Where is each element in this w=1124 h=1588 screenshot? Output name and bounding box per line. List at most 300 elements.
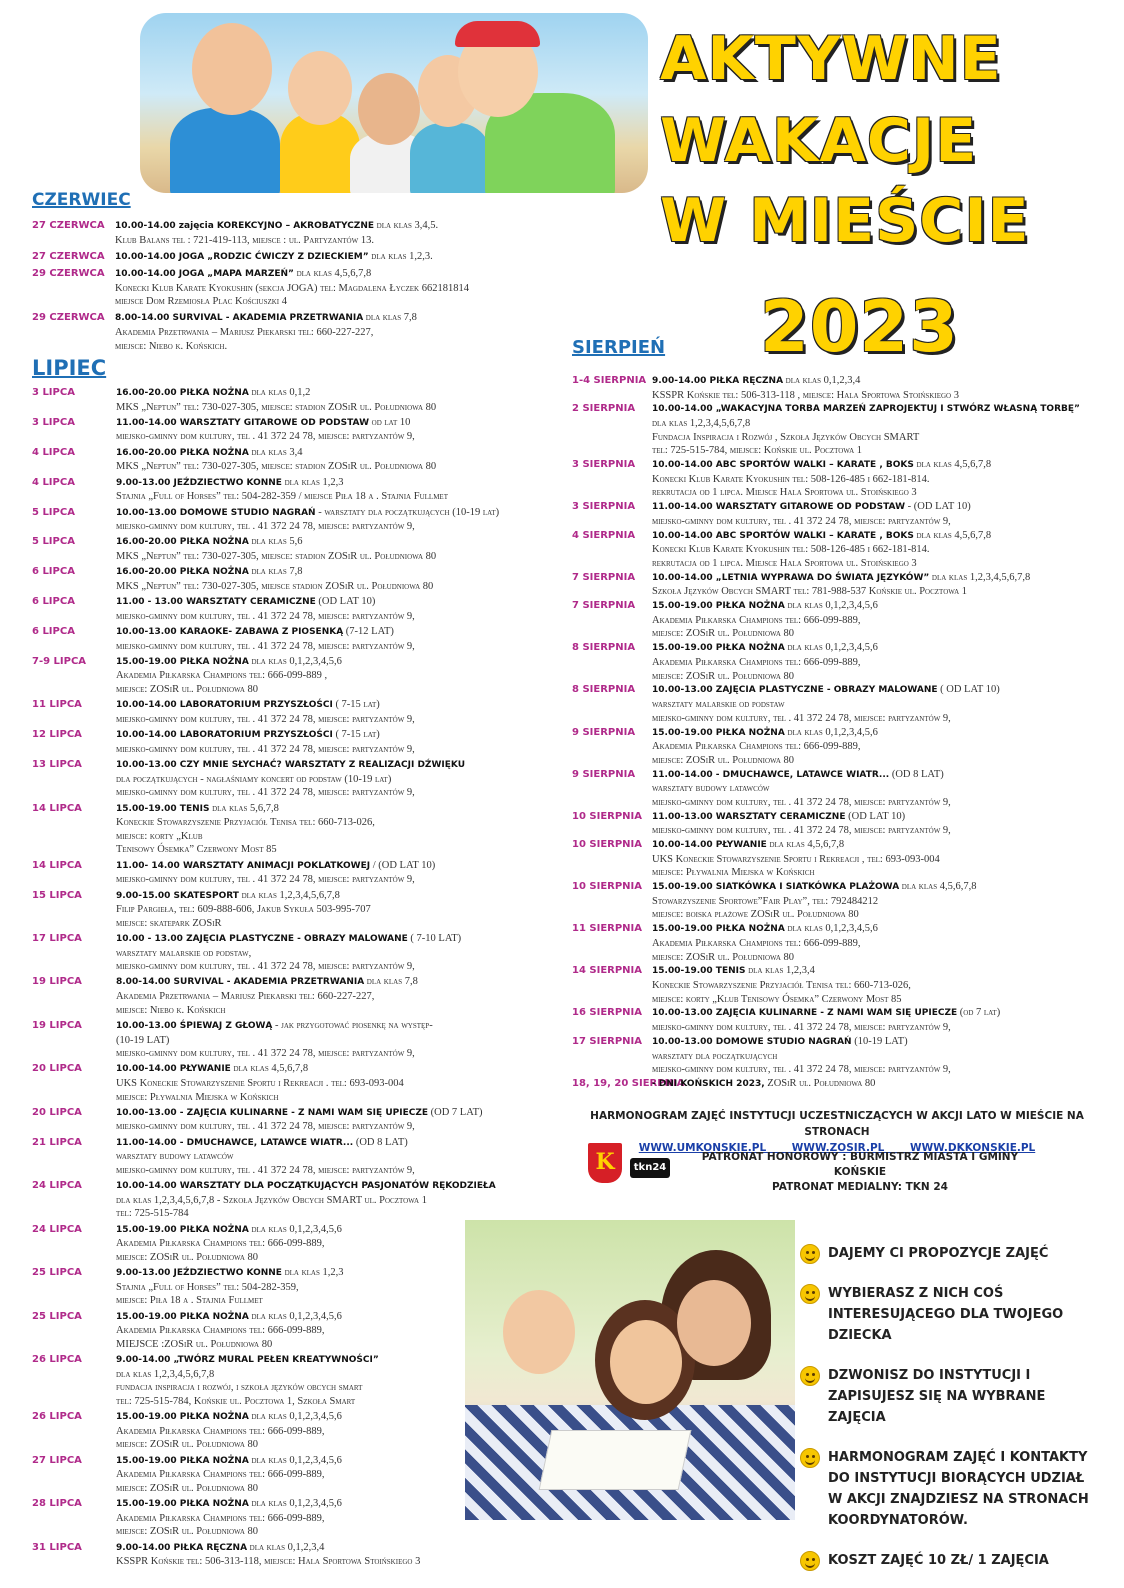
event-info: miejsce: Pływalnia Miejska w Końskich — [652, 867, 815, 879]
event-line — [116, 1179, 567, 1194]
event-date: 31 LIPCA — [32, 1541, 82, 1553]
event-details — [115, 267, 632, 309]
month-july-heading: LIPIEC — [32, 356, 107, 380]
event-info: (OD LAT 10) — [845, 810, 906, 822]
event-info: (10-19 LAT) — [851, 1035, 908, 1047]
event-date: 21 LIPCA — [32, 1136, 82, 1148]
event-date: 7 SIERPNIA — [572, 600, 636, 612]
event-title: 10.00-14.00 LABORATORIUM PRZYSZŁOŚCI — [116, 730, 333, 741]
event-line — [116, 625, 567, 640]
event-info: (OD 7 LAT) — [428, 1106, 483, 1118]
event-row — [32, 1106, 567, 1134]
event-line — [652, 683, 1092, 698]
event-details — [116, 535, 567, 563]
event-details — [116, 1106, 567, 1134]
event-date: 16 SIERPNIA — [572, 1007, 643, 1019]
event-line — [116, 476, 567, 491]
event-info: Akademia Przetrwania – Mariusz Piekarski tel: 660-227-227, — [116, 991, 375, 1003]
title-line-2: WAKACJE — [660, 106, 978, 176]
event-title: 10.00-14.00 PŁYWANIE — [116, 1064, 231, 1075]
event-row — [32, 416, 567, 444]
event-line — [116, 460, 567, 474]
event-row — [572, 838, 1092, 880]
open-book — [539, 1430, 692, 1490]
event-title: 9.00-15.00 SKATESPORT — [116, 890, 239, 901]
event-line — [652, 740, 1092, 754]
event-details — [116, 859, 567, 887]
event-line — [116, 1004, 567, 1018]
event-line — [116, 947, 567, 961]
event-line — [652, 782, 1092, 796]
girls-photo — [465, 1220, 795, 1520]
event-line — [116, 903, 567, 917]
event-info: dla klas 0,1,2,3,4,5,6 — [784, 600, 878, 612]
event-date: 27 CZERWCA — [32, 220, 105, 231]
event-date: 3 LIPCA — [32, 387, 75, 398]
event-info: dla klas 0,1,2,3,4 — [247, 1541, 325, 1553]
event-title: 11.00-14.00 WARSZTATY GITAROWE OD PODSTAW — [116, 417, 370, 428]
event-details — [652, 838, 1092, 880]
girl-face — [503, 1290, 575, 1374]
event-line — [116, 889, 567, 904]
event-row — [572, 374, 1092, 402]
event-info: miejsce: Niebo k. Końskich. — [115, 340, 228, 352]
event-details — [115, 250, 632, 265]
event-date: 15 LIPCA — [32, 889, 82, 901]
event-title: 9.00-13.00 JEŹDZIECTWO KONNE — [116, 477, 282, 488]
event-row — [32, 311, 632, 353]
event-row — [32, 1062, 567, 1104]
event-line — [116, 595, 567, 610]
event-info: miejsko-gminny dom kultury, tel . 41 372 24 78, miejsce: partyzantów 9, — [116, 1048, 415, 1060]
event-info: miejsce: ZOSiR ul. Południowa 80 — [116, 1526, 259, 1538]
event-title: 16.00-20.00 PIŁKA NOŻNA — [116, 388, 249, 398]
event-info: ( OD LAT 10) — [937, 684, 1000, 696]
event-details — [652, 599, 1092, 641]
event-line — [652, 656, 1092, 670]
event-line — [116, 520, 567, 534]
event-info: tel: 725-515-784, Końskie ul. Pocztowa 1, Szkoła Smart — [116, 1395, 356, 1407]
event-line — [115, 267, 632, 282]
event-info: - jak przygotować piosenkę na występ- — [272, 1019, 433, 1031]
event-info: miejsko-gminny dom kultury, tel . 41 372 24 78, miejsce: partyzantów 9, — [652, 825, 951, 837]
event-title: 9.00-14.00 PIŁKA RĘCZNA — [116, 1542, 248, 1553]
event-line — [652, 754, 1092, 768]
event-line — [115, 311, 632, 326]
event-row — [32, 889, 567, 931]
event-line — [652, 571, 1092, 586]
event-info: miejsko-gminny dom kultury, tel . 41 372 24 78, miejsce: partyzantów 9, — [652, 1064, 951, 1076]
event-info: miejsce Dom Rzemiosła Plac Kościuszki 4 — [115, 296, 288, 308]
event-details — [115, 311, 632, 353]
event-title: 10.00-13.00 ŚPIEWAJ Z GŁOWĄ — [116, 1020, 273, 1031]
june-event-list — [32, 219, 632, 356]
event-info: miejsce: ZOSiR ul. Południowa 80 — [116, 1482, 259, 1494]
event-info: MIEJSCE :ZOSiR ul. Południowa 80 — [116, 1338, 273, 1350]
event-row — [32, 1019, 567, 1061]
event-info: warsztaty dla początkujących — [652, 1050, 778, 1062]
event-line — [652, 473, 1092, 487]
event-title: 10.00 - 13.00 ZAJĘCIA PLASTYCZNE - OBRAZY MALOWANE — [116, 933, 408, 944]
event-info: Konecki Klub Karate Kyokushin (sekcja JOGA) tel: Magdalena Łyczek 662181814 — [115, 282, 469, 294]
event-date: 20 LIPCA — [32, 1063, 82, 1075]
event-line — [652, 1021, 1092, 1035]
event-date: 27 LIPCA — [32, 1454, 82, 1466]
event-title: 9.00-14.00 „TWÓRZ MURAL PEŁEN KREATYWNOŚCI” — [116, 1355, 379, 1366]
event-line — [652, 614, 1092, 628]
event-line — [116, 446, 567, 461]
event-line — [115, 340, 632, 354]
event-title: 15.00-19.00 PIŁKA NOŻNA — [652, 924, 785, 935]
event-title: 10.00-14.00 JOGA „RODZIC ĆWICZY Z DZIECKIEM” — [115, 251, 369, 262]
event-info: miejsko-gminny dom kultury, tel . 41 372 24 78, miejsce: partyzantów 9, — [652, 1022, 951, 1034]
event-line — [116, 773, 567, 787]
event-line — [115, 326, 632, 340]
event-info: miejsko-gminny dom kultury, tel . 41 372 24 78, miejsce: partyzantów 9, — [116, 521, 415, 533]
kid-shirt — [410, 123, 490, 193]
event-row — [32, 802, 567, 857]
event-line — [652, 838, 1092, 853]
event-info: dla klas 4,5,6,7,8 — [230, 1063, 309, 1075]
event-details — [652, 726, 1092, 768]
event-row — [572, 810, 1092, 838]
event-title: 10.00-14.00 WARSZTATY DLA POCZĄTKUJĄCYCH PASJONATÓW RĘKODZIEŁA — [116, 1181, 496, 1192]
event-line — [652, 557, 1092, 571]
event-details — [115, 219, 632, 247]
event-date: 3 SIERPNIA — [572, 459, 636, 471]
event-line — [652, 515, 1092, 529]
event-details — [116, 595, 567, 623]
event-line — [116, 401, 567, 415]
event-info: Stajnia „Full of Horses” tel: 504-282-359 / miejsce Piła 18 a . Stajnia Fullmet — [116, 491, 448, 503]
event-date: 3 SIERPNIA — [572, 501, 636, 513]
event-line — [116, 640, 567, 654]
event-details — [116, 1019, 567, 1061]
event-line — [116, 386, 567, 401]
event-row — [32, 1179, 567, 1221]
event-details — [652, 880, 1092, 922]
event-line — [116, 550, 567, 564]
event-date: 18, 19, 20 SIERPNIA — [572, 1078, 685, 1090]
event-title: 15.00-19.00 PIŁKA NOŻNA — [116, 1311, 249, 1322]
event-line — [116, 932, 567, 947]
event-info: dla klas 0,1,2,3,4,5,6 — [248, 1454, 342, 1466]
website-links[interactable]: WWW.UMKONSKIE.PL WWW.ZOSIR.PL WWW.DKKONSKIE.PL — [638, 1142, 1036, 1154]
event-info: - (OD LAT 10) — [905, 501, 971, 513]
event-info: Akademia Piłkarska Champions tel: 666-099-889, — [116, 1425, 325, 1437]
event-line — [116, 816, 567, 830]
event-title: - DNI KOŃSKICH 2023, — [652, 1079, 765, 1090]
event-date: 20 LIPCA — [32, 1106, 82, 1118]
event-line — [116, 1207, 567, 1221]
event-row — [32, 386, 567, 414]
event-info: dla klas 1,2,3,4,5,6,7,8 — [652, 418, 751, 430]
event-date: 9 SIERPNIA — [572, 768, 636, 780]
event-line — [652, 486, 1092, 500]
event-row — [32, 728, 567, 756]
event-row — [572, 599, 1092, 641]
event-line — [652, 726, 1092, 741]
event-line — [116, 698, 567, 713]
event-date: 10 SIERPNIA — [572, 881, 643, 893]
event-info: miejsko-gminny dom kultury, tel . 41 372 24 78, miejsce: partyzantów 9, — [652, 515, 951, 527]
event-info: (OD 8 LAT) — [889, 768, 944, 780]
event-date: 29 CZERWCA — [32, 312, 105, 324]
event-title: 10.00-14.00 PŁYWANIE — [652, 840, 767, 851]
event-line — [116, 728, 567, 743]
event-details — [116, 889, 567, 931]
event-date: 4 LIPCA — [32, 446, 75, 458]
event-info: miejsce: ZOSiR ul. Południowa 80 — [116, 684, 259, 696]
event-info: - warsztaty dla początkujących (10-19 lat) — [315, 506, 500, 518]
event-details — [652, 402, 1092, 457]
event-line — [115, 234, 632, 248]
event-date: 13 LIPCA — [32, 759, 82, 771]
info-bullet-text: DAJEMY CI PROPOZYCJE ZAJĘĆ — [828, 1246, 1049, 1261]
event-info: Klub Balans tel : 721-419-113, miejsce : ul. Partyzantów 13. — [115, 234, 374, 246]
event-info: dla klas 0,1,2,3,4,5,6 — [784, 642, 878, 654]
event-title: 11.00-14.00 - DMUCHAWCE, LATAWCE WIATR... — [116, 1137, 354, 1148]
patronage — [690, 1150, 1030, 1195]
info-bullet-list — [800, 1243, 1100, 1588]
event-date: 3 LIPCA — [32, 416, 75, 428]
event-details — [652, 810, 1092, 838]
kid-face — [192, 23, 272, 115]
event-info: dla klas 1,2,3 — [281, 1267, 344, 1279]
event-line — [116, 873, 567, 887]
event-line — [652, 389, 1092, 403]
event-info: dla klas 1,2,3,4,5,6,7,8 — [116, 1368, 215, 1380]
info-bullet — [800, 1243, 1100, 1264]
event-line — [652, 500, 1092, 515]
event-title: 11.00-13.00 WARSZTATY CERAMICZNE — [652, 811, 846, 822]
event-info: dla klas 1,2,3. — [368, 250, 433, 262]
event-info: miejsce: ZOSiR ul. Południowa 80 — [652, 670, 795, 682]
info-bullet-text: KOSZT ZAJĘĆ 10 ZŁ/ 1 ZAJĘCIA — [828, 1553, 1049, 1568]
event-line — [116, 917, 567, 931]
event-line — [652, 964, 1092, 979]
event-line — [652, 880, 1092, 895]
event-info: miejsko-gminny dom kultury, tel . 41 372 24 78, miejsce: partyzantów 9, — [116, 1121, 415, 1133]
event-line — [652, 529, 1092, 544]
event-info: warsztaty budowy latawców — [652, 783, 770, 795]
event-row — [32, 932, 567, 974]
event-info: dla klas 0,1,2,3,4 — [783, 375, 861, 386]
event-line — [652, 599, 1092, 614]
event-info: (10-19 LAT) — [116, 1034, 170, 1046]
event-date: 11 SIERPNIA — [572, 923, 643, 935]
august-event-list — [572, 374, 1092, 1092]
event-line — [652, 458, 1092, 473]
event-line — [116, 1194, 567, 1208]
smiley-icon — [800, 1284, 820, 1304]
month-august-heading: SIERPIEŃ — [572, 337, 666, 358]
event-title: 15.00-19.00 PIŁKA NOŻNA — [116, 1499, 249, 1510]
event-title: 11.00-14.00 WARSZTATY GITAROWE OD PODSTAW — [652, 502, 906, 513]
event-info: Koneckie Stowarzyszenie Przyjaciół Tenisa tel: 660-713-026, — [652, 979, 911, 991]
event-info: (7-12 LAT) — [343, 626, 394, 637]
event-line — [116, 1164, 567, 1178]
event-row — [32, 698, 567, 726]
event-info: dla klas 7,8 — [364, 976, 418, 988]
event-title: 10.00-14.00 JOGA „MAPA MARZEŃ” — [115, 268, 294, 279]
event-info: dla klas 1,2,3,4 — [745, 965, 815, 977]
event-line — [652, 402, 1092, 417]
event-line — [116, 565, 567, 580]
event-date: 25 LIPCA — [32, 1267, 82, 1279]
event-info: dla klas 0,1,2 — [248, 387, 311, 398]
event-row — [572, 683, 1092, 725]
event-date: 8 SIERPNIA — [572, 642, 636, 654]
event-info: miejsko-gminny dom kultury, tel . 41 372 24 78, miejsce: partyzantów 9, — [116, 961, 415, 973]
event-details — [652, 1077, 1092, 1092]
event-row — [572, 529, 1092, 571]
event-date: 26 LIPCA — [32, 1354, 82, 1366]
event-info: dla początkujących - nagłaśniamy koncert od podstaw (10-19 lat) — [116, 773, 392, 785]
event-info: dla klas 4,5,6,7,8 — [913, 529, 992, 541]
event-row — [32, 250, 632, 265]
event-details — [116, 975, 567, 1017]
event-info: miejsce: korty „Klub Tenisowy Ósemka” Czerwony Most 85 — [652, 993, 902, 1005]
event-line — [652, 853, 1092, 867]
event-line — [116, 506, 567, 521]
event-title: 8.00-14.00 SURVIVAL - AKADEMIA PRZETRWANIA — [116, 977, 365, 988]
info-bullet — [800, 1365, 1100, 1428]
event-info: dla klas 3,4,5. — [374, 220, 439, 231]
event-title: 10.00-13.00 DOMOWE STUDIO NAGRAŃ — [652, 1036, 852, 1047]
event-row — [572, 1035, 1092, 1077]
title-line-1: AKTYWNE — [660, 24, 1002, 94]
event-info: Akademia Piłkarska Champions tel: 666-099-889 , — [116, 670, 328, 682]
kids-photo — [140, 13, 648, 193]
event-info: dla klas 0,1,2,3,4,5,6 — [248, 1411, 342, 1423]
event-date: 4 LIPCA — [32, 476, 75, 488]
event-details — [116, 932, 567, 974]
event-row — [572, 402, 1092, 457]
event-info: od lat 10 — [369, 416, 411, 428]
event-info: dla klas 0,1,2,3,4,5,6 — [784, 923, 878, 935]
event-title: 11.00- 14.00 WARSZTATY ANIMACJI POKLATKOWEJ — [116, 860, 371, 871]
event-info: MKS „Neptun” tel: 730-027-305, miejsce: stadion ZOSiR ul. Południowa 80 — [116, 461, 437, 473]
event-line — [116, 1091, 567, 1105]
event-details — [652, 500, 1092, 528]
info-bullet — [800, 1447, 1100, 1531]
event-line — [652, 922, 1092, 937]
event-info: dla klas 0,1,2,3,4,5,6 — [248, 1498, 342, 1510]
event-info: Akademia Piłkarska Champions tel: 666-099-889, — [116, 1469, 325, 1481]
event-info: ZOSiR ul. Południowa 80 — [764, 1078, 876, 1090]
event-details — [652, 768, 1092, 810]
event-date: 1-4 SIERPNIA — [572, 375, 647, 386]
event-date: 6 LIPCA — [32, 566, 75, 578]
smiley-icon — [800, 1551, 820, 1571]
event-row — [32, 565, 567, 593]
event-details — [116, 565, 567, 593]
event-info: dla klas 0,1,2,3,4,5,6 — [248, 655, 342, 667]
event-info: Akademia Przetrwania – Mariusz Piekarski tel: 660-227-227, — [115, 326, 374, 338]
city-crest-icon: K — [588, 1143, 622, 1183]
event-info: Tenisowy Ósemka” Czerwony Most 85 — [116, 844, 277, 856]
event-details — [652, 922, 1092, 964]
event-info: Akademia Piłkarska Champions tel: 666-099-889, — [116, 1512, 325, 1524]
event-details — [116, 758, 567, 800]
event-row — [572, 500, 1092, 528]
event-info: warsztaty budowy latawców — [116, 1151, 234, 1163]
event-info: Szkoła Języków Obcych SMART tel: 781-988-537 Końskie ul. Pocztowa 1 — [652, 586, 968, 598]
event-info: miejsko-gminny dom kultury, tel . 41 372 24 78, miejsce: partyzantów 9, — [116, 787, 415, 799]
event-title: 10.00-13.00 DOMOWE STUDIO NAGRAŃ — [116, 507, 316, 518]
event-line — [116, 490, 567, 504]
event-details — [652, 571, 1092, 599]
event-details — [652, 964, 1092, 1006]
event-title: 10.00-14.00 zajęcia KOREKCYJNO – AKROBATYCZNE — [115, 221, 375, 231]
event-info: miejsce: Niebo k. Końskich — [116, 1004, 226, 1016]
event-line — [652, 374, 1092, 389]
event-info: miejsce: ZOSiR ul. Południowa 80 — [652, 628, 795, 640]
event-details — [116, 1136, 567, 1178]
event-title: 15.00-19.00 TENIS — [652, 966, 746, 977]
event-line — [116, 535, 567, 550]
event-line — [116, 975, 567, 990]
event-title: 10.00-13.00 CZY MNIE SŁYCHAĆ? WARSZTATY Z REALIZACJI DŹWIĘKU — [116, 760, 466, 771]
event-row — [32, 655, 567, 697]
event-line — [116, 713, 567, 727]
event-line — [116, 830, 567, 844]
kid-face — [288, 51, 352, 125]
event-details — [116, 1179, 567, 1221]
event-line — [116, 758, 567, 773]
event-line — [116, 669, 567, 683]
event-line — [116, 683, 567, 697]
event-line — [116, 1136, 567, 1151]
event-info: KSSPR Końskie tel: 506-313-118 , miejsce: Hala Sportowa Stoińskiego 3 — [652, 389, 959, 401]
event-title: 10.00-13.00 - ZAJĘCIA KULINARNE - Z NAMI WAM SIĘ UPIECZE — [116, 1107, 428, 1118]
event-info: miejsce: boiska plażowe ZOSiR ul. Południowa 80 — [652, 909, 859, 921]
event-details — [116, 506, 567, 534]
event-details — [652, 374, 1092, 402]
event-date: 10 SIERPNIA — [572, 839, 643, 851]
event-details — [652, 683, 1092, 725]
event-info: Akademia Piłkarska Champions tel: 666-099-889, — [652, 656, 861, 668]
info-bullet-text: WYBIERASZ Z NICH COŚ INTERESUJĄCEGO DLA TWOJEGO DZIECKA — [828, 1286, 1064, 1343]
event-info: miejsko-gminny dom kultury, tel . 41 372 24 78, miejsce: partyzantów 9, — [652, 796, 951, 808]
event-row — [572, 922, 1092, 964]
event-title: 15.00-19.00 SIATKÓWKA I SIATKÓWKA PLAŻOWA — [652, 882, 900, 893]
event-info: Koneckie Stowarzyszenie Przyjaciół Tenisa tel: 660-713-026, — [116, 817, 375, 829]
event-date: 14 SIERPNIA — [572, 965, 643, 977]
event-line — [116, 1077, 567, 1091]
event-date: 2 SIERPNIA — [572, 403, 636, 415]
event-title: 15.00-19.00 PIŁKA NOŻNA — [652, 643, 785, 654]
event-row — [572, 571, 1092, 599]
event-row — [32, 758, 567, 800]
event-title: 10.00-14.00 „WAKACYJNA TORBA MARZEŃ ZAPROJEKTUJ I STWÓRZ WŁASNĄ TORBĘ” — [652, 404, 1080, 415]
event-info: Konecki Klub Karate Kyokushin tel: 508-126-485 i 662-181-814. — [652, 544, 930, 556]
kid-face — [358, 73, 420, 145]
event-date: 10 SIERPNIA — [572, 810, 643, 822]
event-info: UKS Koneckie Stowarzyszenie Sportu i Rekreacji , tel: 693-093-004 — [652, 853, 940, 865]
event-info: dla klas 1,2,3 — [281, 476, 344, 488]
event-title: 15.00-19.00 PIŁKA NOŻNA — [652, 727, 785, 738]
event-title: 15.00-19.00 PIŁKA NOŻNA — [116, 1412, 249, 1423]
smiley-icon — [800, 1244, 820, 1264]
event-row — [572, 726, 1092, 768]
event-title: 16.00-20.00 PIŁKA NOŻNA — [116, 537, 249, 548]
event-date: 24 LIPCA — [32, 1180, 82, 1192]
event-row — [572, 458, 1092, 500]
event-info: KSSPR Końskie tel: 506-313-118, miejsce: Hala Sportowa Stoińskiego 3 — [116, 1556, 421, 1568]
event-info: Filip Pargieła, tel: 609-888-606, Jakub Sykuła 503-995-707 — [116, 904, 371, 916]
